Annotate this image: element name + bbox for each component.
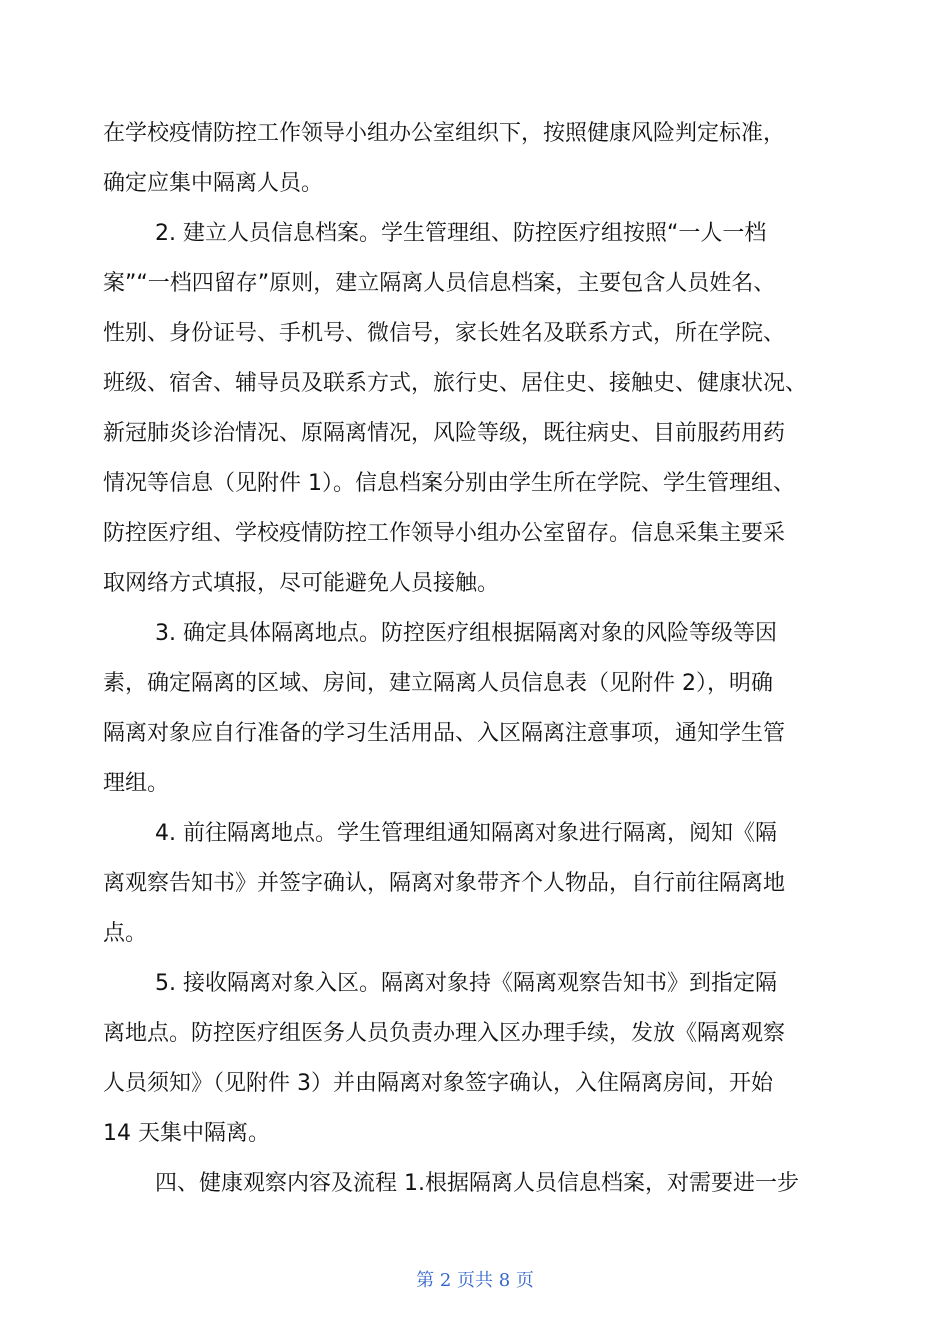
text-line: 素，确定隔离的区域、房间，建立隔离人员信息表（见附件 2），明确 xyxy=(103,671,773,696)
text-line: 3. 确定具体隔离地点。防控医疗组根据隔离对象的风险等级等因 xyxy=(155,621,777,646)
document-body xyxy=(103,114,863,1214)
text-line: 案”“一档四留存”原则，建立隔离人员信息档案，主要包含人员姓名、 xyxy=(103,271,776,296)
text-line: 5. 接收隔离对象入区。隔离对象持《隔离观察告知书》到指定隔 xyxy=(155,971,777,996)
text-line: 在学校疫情防控工作领导小组办公室组织下，按照健康风险判定标准， xyxy=(103,121,786,146)
text-line: 理组。 xyxy=(103,771,170,796)
text-line: 性别、身份证号、手机号、微信号，家长姓名及联系方式，所在学院、 xyxy=(103,321,786,346)
text-line: 14 天集中隔离。 xyxy=(103,1121,270,1146)
text-line: 人员须知》（见附件 3）并由隔离对象签字确认，入住隔离房间，开始 xyxy=(103,1071,773,1096)
text-line: 新冠肺炎诊治情况、原隔离情况，风险等级，既往病史、目前服药用药 xyxy=(103,421,786,446)
text-line: 离观察告知书》并签字确认，隔离对象带齐个人物品，自行前往隔离地 xyxy=(103,871,786,896)
text-line: 情况等信息（见附件 1）。信息档案分别由学生所在学院、学生管理组、 xyxy=(103,471,795,496)
text-line: 确定应集中隔离人员。 xyxy=(103,171,324,196)
text-line: 班级、宿舍、辅导员及联系方式，旅行史、居住史、接触史、健康状况、 xyxy=(103,371,808,396)
text-line: 隔离对象应自行准备的学习生活用品、入区隔离注意事项，通知学生管 xyxy=(103,721,786,746)
text-line: 四、健康观察内容及流程 1.根据隔离人员信息档案，对需要进一步 xyxy=(155,1171,799,1196)
page-number-footer: 第 2 页共 8 页 xyxy=(416,1270,534,1291)
text-line: 4. 前往隔离地点。学生管理组通知隔离对象进行隔离，阅知《隔 xyxy=(155,821,777,846)
text-line: 点。 xyxy=(103,921,148,946)
text-line: 防控医疗组、学校疫情防控工作领导小组办公室留存。信息采集主要采 xyxy=(103,521,786,546)
text-line: 离地点。防控医疗组医务人员负责办理入区办理手续，发放《隔离观察 xyxy=(103,1021,786,1046)
text-line: 取网络方式填报，尽可能避免人员接触。 xyxy=(103,571,500,596)
text-line: 2. 建立人员信息档案。学生管理组、防控医疗组按照“一人一档 xyxy=(155,221,767,246)
